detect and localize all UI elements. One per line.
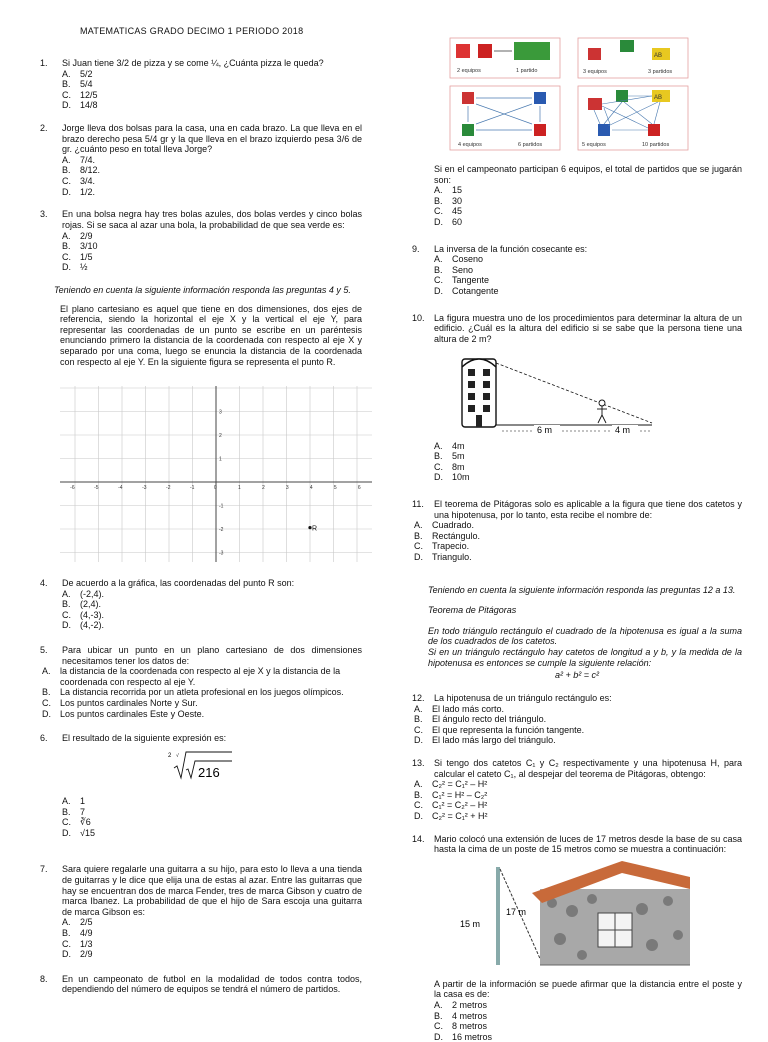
- option-letter: B.: [42, 687, 51, 698]
- option-text: √15: [80, 827, 95, 838]
- pythagoras-text-1: En todo triángulo rectángulo el cuadrado de la hipotenusa es igual a la suma de los cuadrados de los catetos.: [428, 625, 742, 647]
- pythagoras-text-2: Si en un triángulo rectángulo hay catetos de longitud a y b, y la medida de la hipotenusa es entonces se cumple la siguiente relación:: [428, 647, 742, 668]
- option-letter: C.: [42, 698, 51, 709]
- x-tick-label: 5: [333, 485, 337, 491]
- answer-option: [62, 155, 362, 166]
- option-text: La distancia recorrida por un atleta profesional en los juegos olímpicos.: [60, 687, 344, 698]
- teams-label: 2 equipos: [457, 68, 481, 74]
- option-letter: A.: [62, 230, 71, 241]
- answer-option: [62, 928, 362, 939]
- option-letter: A.: [62, 917, 71, 928]
- question-text: El resultado de la siguiente expresión es:: [62, 733, 227, 744]
- option-text: El lado más largo del triángulo.: [432, 735, 556, 746]
- question-text: En una bolsa negra hay tres bolas azules, dos bolas verdes y cinco bolas rojas. Si se saca al azar una bola, la probabilidad de que sea verde es:: [62, 209, 362, 230]
- option-text: 30: [452, 195, 463, 206]
- option-text: 12/5: [80, 89, 98, 100]
- answer-option: [62, 620, 362, 631]
- question-text: El teorema de Pitágoras solo es aplicable a la figura que tiene dos catetos y una hipotenusa, por lo tanto, esta recibe el nombre de:: [434, 498, 742, 520]
- option-letter: C.: [414, 800, 423, 811]
- option-letter: B.: [414, 530, 423, 541]
- option-text: (-2,4).: [80, 588, 105, 599]
- answer-option: [62, 589, 362, 600]
- right-column: [412, 164, 742, 1042]
- radical-value: 216: [198, 764, 220, 780]
- question-14-continued: [412, 979, 742, 1042]
- answer-option: [62, 828, 362, 839]
- option-text: 2/9: [80, 230, 93, 241]
- team-shield-icon: [456, 44, 470, 58]
- answer-option: [62, 610, 362, 621]
- question-number: 1.: [40, 58, 48, 68]
- option-text: 4/9: [80, 928, 93, 939]
- question-number: 14.: [412, 833, 425, 844]
- pole-height-label: 15 m: [460, 918, 481, 929]
- option-letter: A.: [42, 666, 51, 677]
- answer-option: [434, 196, 742, 207]
- question-number: 2.: [40, 123, 48, 134]
- svg-text:AB: AB: [654, 95, 663, 101]
- option-letter: D.: [434, 286, 443, 297]
- answer-option: [434, 286, 742, 297]
- option-letter: D.: [62, 949, 71, 960]
- option-text: 4 metros: [452, 1010, 488, 1021]
- option-letter: A.: [62, 795, 71, 806]
- option-letter: B.: [414, 789, 423, 800]
- answer-option: [62, 949, 362, 960]
- field-icon: [514, 42, 550, 60]
- x-tick-label: -4: [118, 485, 123, 491]
- answer-option: [62, 79, 362, 90]
- option-text: 60: [452, 217, 463, 228]
- option-text: Cuadrado.: [432, 520, 475, 531]
- answer-option: [62, 187, 362, 198]
- option-text: ∛6: [80, 817, 91, 828]
- option-letter: A.: [62, 154, 71, 165]
- answer-option: [414, 735, 742, 746]
- option-text: 8/12.: [80, 165, 101, 176]
- question-text: La figura muestra uno de los procedimientos para determinar la altura de un edificio. ¿Cuál es la altura del edificio si se sabe que la persona tiene una altura de 2 m?: [434, 312, 742, 344]
- option-letter: B.: [434, 264, 443, 275]
- answer-option: [414, 779, 742, 790]
- question-5: [40, 645, 362, 719]
- x-tick-label: 6: [357, 485, 361, 491]
- option-letter: A.: [434, 185, 443, 196]
- answer-option: [434, 1032, 742, 1042]
- question-text: La inversa de la función cosecante es:: [434, 243, 588, 254]
- option-letter: B.: [62, 806, 71, 817]
- team-shield-icon: [478, 44, 492, 58]
- y-tick-label: 2: [219, 433, 222, 439]
- answer-option: [62, 165, 362, 176]
- question-number: 10.: [412, 312, 425, 323]
- x-tick-label: 0: [214, 485, 217, 491]
- option-text: Los puntos cardinales Norte y Sur.: [60, 698, 198, 709]
- option-letter: B.: [434, 451, 443, 462]
- question-text: A partir de la información se puede afirmar que la distancia entre el poste y la casa es de:: [434, 978, 742, 1000]
- option-letter: C.: [414, 541, 423, 552]
- question-text: Jorge lleva dos bolsas para la casa, una en cada brazo. La que lleva en el brazo derecho pesa 5/4 gr y la que lleva en el brazo izquierdo pesa 3/6 de gr. ¿cuánto peso en total lleva Jorge?: [62, 123, 362, 155]
- teams-label: 4 equipos: [458, 142, 482, 148]
- answer-option: [414, 531, 742, 542]
- answer-option: [62, 69, 362, 80]
- answer-option: [42, 698, 362, 709]
- answer-option: [414, 811, 742, 822]
- info-questions-12-13: Teniendo en cuenta la siguiente información responda las preguntas 12 a 13.: [428, 584, 736, 595]
- question-1: [40, 58, 362, 111]
- answer-option: [434, 1000, 742, 1011]
- radical-index: 2: [168, 752, 172, 759]
- answer-option: [434, 275, 742, 286]
- point-r-label: R: [312, 525, 318, 533]
- x-tick-label: 1: [237, 485, 241, 491]
- option-text: 5m: [452, 451, 465, 462]
- question-text: Si en el campeonato participan 6 equipos, el total de partidos que se jugarán son:: [434, 164, 742, 185]
- answer-option: [434, 265, 742, 276]
- option-text: Coseno: [452, 254, 484, 265]
- option-letter: A.: [62, 588, 71, 599]
- answer-option: [434, 185, 742, 196]
- option-text: Rectángulo.: [432, 530, 481, 541]
- option-text: 16 metros: [452, 1031, 493, 1042]
- option-letter: C.: [62, 176, 71, 187]
- question-number: 6.: [40, 733, 48, 744]
- x-tick-label: -3: [142, 485, 147, 491]
- answer-option: [414, 541, 742, 552]
- option-text: 5/4: [80, 79, 93, 90]
- option-text: Seno: [452, 264, 474, 275]
- x-tick-label: 2: [261, 485, 265, 491]
- option-text: 8m: [452, 461, 465, 472]
- question-8-continued: [412, 164, 742, 228]
- option-letter: A.: [414, 779, 423, 790]
- svg-text:√: √: [176, 752, 179, 759]
- question-number: 3.: [40, 209, 48, 220]
- option-letter: A.: [62, 68, 71, 79]
- option-letter: D.: [414, 552, 423, 563]
- option-text: 1: [80, 795, 86, 806]
- option-text: 2/5: [80, 917, 93, 928]
- distance-label: 4 m: [615, 424, 631, 433]
- question-number: 13.: [412, 757, 425, 768]
- answer-option: [62, 817, 362, 828]
- option-text: 4m: [452, 440, 465, 451]
- plane-definition: El plano cartesiano es aquel que tiene en dos dimensiones, dos ejes de referencia, siendo la horizontal el eje X y la vertical el eje Y, para representar las coordenadas de un punto se escribe en un paréntesis enunciando primero la distancia de la coordenada con respecto al eje X y separado por una coma, luego se enuncia la distancia de la coordenada con respecto al eje Y. En la siguiente figura se representa el punto R.: [60, 303, 362, 367]
- option-letter: D.: [434, 1031, 443, 1042]
- left-column: [40, 58, 362, 367]
- house-pole-figure: [442, 859, 692, 969]
- question-number: 5.: [40, 645, 48, 656]
- question-text: Sara quiere regalarle una guitarra a su hijo, para esto lo lleva a una tienda de guitarras y le dice que elija una de estas al azar. Entre las guitarras que hay se encuentran dos de marca Fender, tres de marca Gibson y cuatro de marca Ibanez. La probabilidad de que el hijo de Sara escoja una guitarra de marca Gibson es:: [62, 864, 362, 917]
- pole-icon: [496, 867, 500, 965]
- option-letter: D.: [434, 217, 443, 228]
- info-questions-4-5: Teniendo en cuenta la siguiente información responda las preguntas 4 y 5.: [54, 284, 351, 295]
- question-10: [412, 313, 742, 483]
- option-text: 14/8: [80, 100, 98, 111]
- answer-option: [62, 796, 362, 807]
- question-text: Si tengo dos catetos C₁ y C₂ respectivamente y una hipotenusa H, para calcular el cateto C₁, al despejar del teorema de Pitágoras, obtengo:: [434, 757, 742, 779]
- option-text: El que representa la función tangente.: [432, 724, 585, 735]
- option-letter: D.: [62, 262, 71, 273]
- option-text: la distancia de la coordenada con respecto al eje X y la distancia de la coordenada con respecto al eje Y.: [60, 666, 341, 687]
- building-figure: [452, 349, 672, 433]
- page-title: MATEMATICAS GRADO DECIMO 1 PERIODO 2018: [80, 26, 304, 36]
- option-text: 15: [452, 185, 463, 196]
- cartesian-graph: [60, 386, 372, 562]
- option-text: 1/2.: [80, 186, 96, 197]
- light-length-label: 17 m: [506, 906, 527, 917]
- x-tick-label: 4: [309, 485, 313, 491]
- answer-option: [42, 687, 362, 698]
- option-letter: B.: [434, 195, 443, 206]
- option-text: C₂² = C₁² – H²: [432, 779, 488, 790]
- option-text: Cotangente: [452, 286, 499, 297]
- option-letter: D.: [62, 827, 71, 838]
- question-number: 4.: [40, 578, 48, 588]
- option-letter: B.: [434, 1010, 443, 1021]
- option-text: 1/5: [80, 251, 93, 262]
- option-text: 3/4.: [80, 176, 96, 187]
- answer-option: [62, 100, 362, 111]
- question-11: [412, 499, 742, 563]
- question-text: La hipotenusa de un triángulo rectángulo es:: [434, 692, 612, 703]
- y-tick-label: -1: [219, 503, 224, 510]
- question-text: En un campeonato de futbol en la modalidad de todos contra todos, dependiendo del número de equipos se tendrá el número de partidos.: [62, 973, 362, 995]
- question-3: [40, 209, 362, 273]
- option-text: 7/4.: [80, 154, 96, 165]
- answer-option: [434, 1021, 742, 1032]
- question-14: [412, 834, 742, 969]
- option-text: El ángulo recto del triángulo.: [432, 714, 547, 725]
- option-text: Trapecio.: [432, 541, 470, 552]
- option-text: 45: [452, 206, 463, 217]
- y-tick-label: -2: [219, 527, 224, 533]
- y-tick-label: 1: [219, 456, 222, 463]
- question-text: Mario colocó una extensión de luces de 17 metros desde la base de su casa hasta la cima de un poste de 15 metros como se muestra a continuación:: [434, 833, 742, 855]
- answer-option: [414, 790, 742, 801]
- option-letter: D.: [62, 620, 71, 631]
- answer-option: [62, 807, 362, 818]
- question-number: 11.: [412, 498, 424, 509]
- option-letter: D.: [62, 186, 71, 197]
- x-tick-label: -5: [94, 485, 99, 491]
- option-letter: D.: [434, 472, 443, 483]
- option-text: 8 metros: [452, 1021, 488, 1032]
- option-letter: C.: [62, 817, 71, 828]
- answer-option: [62, 241, 362, 252]
- option-letter: B.: [62, 928, 71, 939]
- option-letter: B.: [62, 79, 71, 90]
- question-text: Para ubicar un punto en un plano cartesiano de dos dimensiones necesitamos tener los datos de:: [62, 645, 362, 666]
- option-text: 1/3: [80, 938, 93, 949]
- answer-option: [62, 252, 362, 263]
- question-text: De acuerdo a la gráfica, las coordenadas del punto R son:: [62, 578, 295, 588]
- option-letter: C.: [434, 275, 443, 286]
- option-text: 7: [80, 806, 86, 817]
- option-letter: C.: [434, 206, 443, 217]
- question-number: [412, 979, 434, 1000]
- answer-option: [434, 441, 742, 452]
- question-13: [412, 758, 742, 822]
- option-text: 3/10: [80, 241, 98, 252]
- option-letter: C.: [62, 251, 71, 262]
- question-number: 8.: [40, 973, 48, 984]
- person-icon: [599, 400, 605, 406]
- option-letter: A.: [434, 254, 443, 265]
- answer-option: [434, 1011, 742, 1022]
- option-letter: B.: [414, 714, 423, 725]
- answer-option: [62, 90, 362, 101]
- distance-label: 6 m: [537, 424, 553, 433]
- option-letter: A.: [434, 1000, 443, 1011]
- option-letter: A.: [414, 703, 423, 714]
- question-2: [40, 123, 362, 197]
- matches-label: 10 partidos: [642, 142, 670, 148]
- option-letter: B.: [62, 241, 71, 252]
- answer-option: [62, 231, 362, 242]
- option-text: (4,-3).: [80, 609, 105, 620]
- pythagoras-title: Teorema de Pitágoras: [428, 605, 517, 616]
- option-text: ½: [80, 262, 88, 273]
- answer-option: [62, 917, 362, 928]
- x-tick-label: 3: [285, 485, 289, 491]
- answer-option: [42, 666, 362, 687]
- answer-option: [62, 599, 362, 610]
- option-letter: B.: [62, 165, 71, 176]
- answer-option: [414, 725, 742, 736]
- y-tick-label: 3: [219, 409, 222, 416]
- option-letter: C.: [62, 938, 71, 949]
- option-letter: C.: [62, 609, 71, 620]
- matches-label: 3 partidos: [648, 69, 673, 75]
- option-text: Los puntos cardinales Este y Oeste.: [60, 708, 205, 719]
- option-letter: D.: [414, 810, 423, 821]
- answer-option: [434, 462, 742, 473]
- option-letter: C.: [414, 724, 423, 735]
- answer-option: [434, 206, 742, 217]
- team-shield-icon: [588, 48, 601, 60]
- option-letter: D.: [62, 100, 71, 111]
- option-text: El lado más corto.: [432, 703, 505, 714]
- team-ab-label: AB: [654, 53, 663, 59]
- option-text: 5/2: [80, 68, 93, 79]
- option-text: C₂² = C₁² + H²: [432, 810, 488, 821]
- x-tick-label: -2: [166, 485, 171, 491]
- left-column-lower: [40, 578, 362, 995]
- answer-option: [434, 217, 742, 228]
- option-letter: C.: [434, 461, 443, 472]
- answer-option: [62, 176, 362, 187]
- question-number: [412, 164, 434, 185]
- answer-option: [62, 262, 362, 273]
- option-text: C₁² = C₂² – H²: [432, 800, 488, 811]
- option-letter: D.: [42, 708, 51, 719]
- teams-label: 3 equipos: [583, 69, 607, 75]
- option-letter: A.: [434, 440, 443, 451]
- answer-option: [414, 520, 742, 531]
- option-text: (4,-2).: [80, 620, 105, 631]
- answer-option: [62, 939, 362, 950]
- question-7: [40, 864, 362, 959]
- radical-expression: [166, 748, 236, 784]
- answer-option: [414, 552, 742, 563]
- question-6: [40, 733, 362, 838]
- option-text: C₁² = H² – C₂²: [432, 789, 488, 800]
- question-text: Si Juan tiene 3/2 de pizza y se come ¼, ¿Cuánta pizza le queda?: [62, 58, 324, 68]
- question-4: [40, 578, 362, 631]
- option-text: 2/9: [80, 949, 93, 960]
- answer-option: [414, 704, 742, 715]
- x-tick-label: -1: [190, 485, 195, 491]
- question-9: [412, 244, 742, 297]
- question-number: 9.: [412, 243, 420, 254]
- option-letter: B.: [62, 599, 71, 610]
- question-8: [40, 974, 362, 995]
- option-letter: D.: [414, 735, 423, 746]
- answer-option: [434, 451, 742, 462]
- teams-label: 5 equipos: [582, 142, 606, 148]
- answer-option: [414, 714, 742, 725]
- pythagoras-formula: a² + b² = c²: [554, 670, 599, 681]
- option-letter: C.: [434, 1021, 443, 1032]
- option-letter: A.: [414, 520, 423, 531]
- answer-option: [434, 472, 742, 483]
- option-text: Triangulo.: [432, 552, 472, 563]
- question-12: [412, 693, 742, 746]
- option-text: Tangente: [452, 275, 490, 286]
- option-text: (2,4).: [80, 599, 102, 610]
- teams-diagram: [448, 36, 690, 154]
- option-letter: C.: [62, 89, 71, 100]
- question-number: 12.: [412, 692, 425, 703]
- option-text: 10m: [452, 472, 470, 483]
- option-text: 2 metros: [452, 1000, 488, 1011]
- answer-option: [414, 800, 742, 811]
- question-number: 7.: [40, 864, 48, 875]
- matches-label: 6 partidos: [518, 142, 543, 148]
- answer-option: [42, 709, 362, 720]
- matches-label: 1 partido: [516, 68, 538, 74]
- y-tick-label: -3: [219, 550, 224, 557]
- answer-option: [434, 254, 742, 265]
- team-shield-icon: [620, 40, 634, 52]
- x-tick-label: -6: [70, 485, 75, 491]
